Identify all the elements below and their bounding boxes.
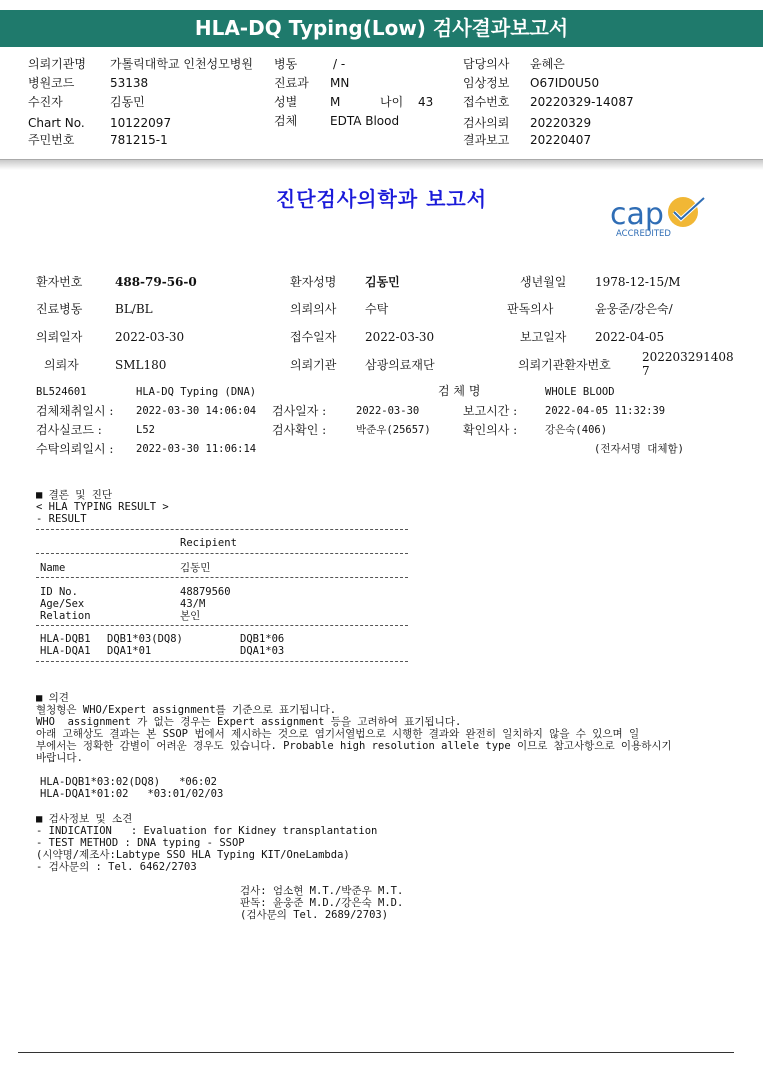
chart-no-value: 10122097 — [110, 116, 172, 130]
test-date-value: 2022-03-30 — [356, 405, 420, 417]
reading-doctor-label: 판독의사 — [507, 302, 554, 316]
specimen-name-value: WHOLE BLOOD — [545, 386, 615, 398]
result-divider — [36, 553, 408, 554]
test-date-label: 검사일자 : — [272, 404, 327, 418]
test-detail-line: - INDICATION : Evaluation for Kidney transplantation — [36, 825, 378, 837]
cap-logo-seal — [668, 197, 698, 227]
lab-code-label: 검사실코드 : — [36, 423, 102, 437]
reading-doctor-value: 윤웅준/강은숙/ — [595, 302, 673, 316]
specimen-value: EDTA Blood — [330, 114, 400, 128]
result-divider — [36, 577, 408, 578]
sex-label: 성별 — [274, 95, 298, 109]
order-time-label: 수탁의뢰일시 : — [36, 442, 114, 456]
opinion-line: 아래 고해상도 결과는 본 SSOP 법에서 제시하는 것으로 염기서열법으로 시행한 결과와 완전히 일치하지 않을 수 있으며 일 — [36, 728, 640, 740]
request-date-value: 20220329 — [530, 116, 592, 130]
cap-logo-subtext: ACCREDITED — [616, 229, 671, 239]
conclusion-heading: ■ 결론 및 진단 — [36, 489, 113, 501]
test-confirm-label: 검사확인 : — [272, 423, 327, 437]
collection-time-value: 2022-03-30 14:06:04 — [136, 405, 257, 417]
result-divider — [36, 625, 408, 626]
relation-row-label: Relation — [40, 610, 91, 622]
specimen-label: 검체 — [274, 114, 298, 128]
report-day-label: 보고일자 — [520, 330, 567, 344]
patient-no-label: 환자번호 — [36, 275, 83, 289]
request-date-label: 검사의뢰 — [463, 116, 510, 130]
age-value: 43 — [418, 95, 434, 109]
high-res-allele: HLA-DQB1*03:02(DQ8) *06:02 — [40, 776, 218, 788]
id-row-value: 48879560 — [180, 586, 231, 598]
name-row-value: 김동민 — [180, 562, 211, 574]
resident-no-label: 주민번호 — [28, 133, 75, 147]
requesting-doctor-value: 수탁 — [365, 302, 389, 316]
requester-label: 의뢰자 — [44, 358, 79, 372]
patient-value: 김동민 — [110, 95, 145, 109]
receipt-no-value: 20220329-14087 — [530, 95, 634, 109]
opinion-line: 바랍니다. — [36, 752, 83, 764]
opinion-line: WHO assignment 가 없는 경우는 Expert assignment 등을 고려하여 표기됩니다. — [36, 716, 462, 728]
clinical-info-value: O67ID0U50 — [530, 76, 600, 90]
e-signature-note: (전자서명 대체함) — [594, 443, 684, 455]
cap-logo-text: cap — [610, 197, 664, 232]
dob-value: 1978-12-15/M — [595, 275, 681, 289]
signature-line: 검사: 엄소현 M.T./박준우 M.T. — [240, 885, 404, 897]
request-day-label: 의뢰일자 — [36, 330, 83, 344]
report-main-title: HLA-DQ Typing(Low) 검사결과보고서 — [0, 10, 763, 47]
department-label: 진료과 — [274, 76, 309, 90]
agesex-row-label: Age/Sex — [40, 598, 85, 610]
ward-value: / - — [333, 57, 346, 71]
patient-name-value: 김동민 — [365, 275, 400, 289]
ward-info-value: BL/BL — [115, 302, 153, 316]
ward-info-label: 진료병동 — [36, 302, 83, 316]
specimen-name-label: 검 체 명 — [438, 384, 481, 398]
doctor-label: 담당의사 — [463, 57, 510, 71]
department-value: MN — [330, 76, 350, 90]
report-time-label: 보고시간 : — [463, 404, 518, 418]
hla-allele-1: DQB1*03(DQ8) — [107, 633, 183, 645]
confirm-doctor-value: 강은숙(406) — [545, 424, 608, 436]
recipient-header: Recipient — [180, 537, 237, 549]
hla-allele-1: DQA1*01 — [107, 645, 152, 657]
requesting-doctor-label: 의뢰의사 — [290, 302, 337, 316]
hla-result-title: < HLA TYPING RESULT > — [36, 501, 169, 513]
high-res-allele: HLA-DQA1*01:02 *03:01/02/03 — [40, 788, 224, 800]
collection-time-label: 검체채취일시 : — [36, 404, 114, 418]
agesex-row-value: 43/M — [180, 598, 206, 610]
doctor-value: 윤혜은 — [530, 57, 565, 71]
chart-no-label: Chart No. — [28, 116, 85, 130]
relation-row-value: 본인 — [180, 610, 201, 622]
receipt-no-label: 접수번호 — [463, 95, 510, 109]
result-subheading: - RESULT — [36, 513, 87, 525]
test-details-heading: ■ 검사정보 및 소견 — [36, 813, 133, 825]
hla-locus: HLA-DQB1 — [40, 633, 91, 645]
header-shadow — [0, 160, 763, 170]
hospital-code-value: 53138 — [110, 76, 149, 90]
ward-label: 병동 — [274, 57, 298, 71]
institution-patient-no-label: 의뢰기관환자번호 — [518, 358, 611, 372]
order-time-value: 2022-03-30 11:06:14 — [136, 443, 257, 455]
department-report-title: 진단검사의학과 보고서 — [275, 187, 488, 211]
opinion-heading: ■ 의견 — [36, 692, 69, 704]
requesting-institution-label: 의뢰기관 — [290, 358, 337, 372]
dob-label: 생년월일 — [520, 275, 567, 289]
signature-line: 판독: 윤웅준 M.D./강은숙 M.D. — [240, 897, 404, 909]
report-time-value: 2022-04-05 11:32:39 — [545, 405, 666, 417]
receipt-day-value: 2022-03-30 — [365, 330, 435, 344]
signature-line: (검사문의 Tel. 2689/2703) — [240, 909, 389, 921]
report-date-value: 20220407 — [530, 133, 592, 147]
patient-label: 수진자 — [28, 95, 63, 109]
resident-no-value: 781215-1 — [110, 133, 168, 147]
result-divider — [36, 661, 408, 662]
receipt-day-label: 접수일자 — [290, 330, 337, 344]
institution-label: 의뢰기관명 — [28, 57, 86, 71]
clinical-info-label: 임상정보 — [463, 76, 510, 90]
test-detail-line: (시약명/제조사:Labtype SSO HLA Typing KIT/OneLambda) — [36, 849, 350, 861]
hospital-code-label: 병원코드 — [28, 76, 75, 90]
institution-patient-no-line2: 7 — [642, 364, 650, 378]
test-code: BL524601 — [36, 386, 87, 398]
test-detail-line: - 검사문의 : Tel. 6462/2703 — [36, 861, 197, 873]
test-confirm-value: 박준우(25657) — [356, 424, 431, 436]
institution-value: 가톨릭대학교 인천성모병원 — [110, 57, 253, 71]
hla-allele-2: DQA1*03 — [240, 645, 285, 657]
lab-code-value: L52 — [136, 424, 155, 436]
page-bottom-rule — [18, 1052, 734, 1053]
cap-accredited-logo — [608, 194, 710, 244]
test-detail-line: - TEST METHOD : DNA typing - SSOP — [36, 837, 245, 849]
requesting-institution-value: 삼광의료재단 — [365, 358, 435, 372]
result-divider — [36, 529, 408, 530]
opinion-line: 부에서는 정확한 감별이 어려운 경우도 있습니다. Probable high resolution allele type 이므로 참고사항으로 이용하시기 — [36, 740, 672, 752]
hla-locus: HLA-DQA1 — [40, 645, 91, 657]
test-name: HLA-DQ Typing (DNA) — [136, 386, 257, 398]
institution-patient-no-line1: 202203291408 — [642, 350, 734, 364]
opinion-line: 혈청형은 WHO/Expert assignment를 기준으로 표기됩니다. — [36, 704, 337, 716]
report-day-value: 2022-04-05 — [595, 330, 665, 344]
name-row-label: Name — [40, 562, 66, 574]
age-label: 나이 — [380, 95, 404, 109]
requester-value: SML180 — [115, 358, 167, 372]
hla-allele-2: DQB1*06 — [240, 633, 285, 645]
report-date-label: 결과보고 — [463, 133, 510, 147]
confirm-doctor-label: 확인의사 : — [463, 423, 518, 437]
request-day-value: 2022-03-30 — [115, 330, 185, 344]
sex-value: M — [330, 95, 341, 109]
patient-name-label: 환자성명 — [290, 275, 337, 289]
id-row-label: ID No. — [40, 586, 78, 598]
patient-no-value: 488-79-56-0 — [115, 275, 197, 289]
